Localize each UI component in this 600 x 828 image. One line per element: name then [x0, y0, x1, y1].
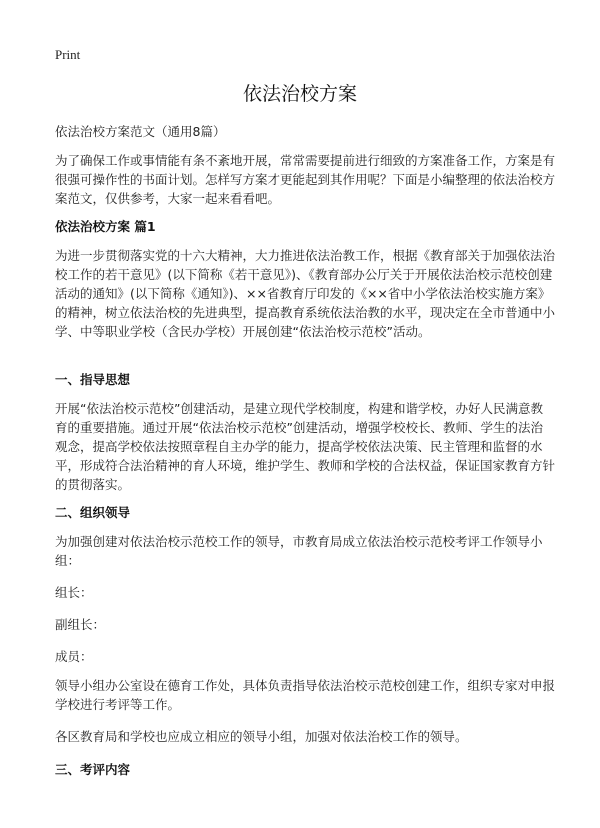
- office-paragraph: 领导小组办公室设在德育工作处，具体负责指导依法治校示范校创建工作，组织专家对申报学校进行考评等工作。: [55, 678, 556, 712]
- intro-paragraph: 为了确保工作或事情能有条不紊地开展，常常需要提前进行细致的方案准备工作，方案是有很强可操作性的书面计划。怎样写方案才更能起到其作用呢？下面是小编整理的依法治校方案范文，仅供参考，大家一起来看看吧。: [55, 153, 556, 206]
- members-line: 成员：: [55, 649, 93, 664]
- print-link[interactable]: Print: [55, 47, 81, 62]
- heading-guiding-ideology: 一、指导思想: [55, 372, 131, 387]
- guiding-ideology-paragraph: 开展“依法治校示范校”创建活动，是建立现代学校制度，构建和谐学校，办好人民满意教育的重要措施。通过开展“依法治校示范校”创建活动，增强学校校长、教师、学生的法治观念，提高学校依法按照章程自主办学的能力，提高学校依法决策、民主管理和监督的水平，形成符合法治精神的育人环境，维护学生、教师和学校的合法权益，保证国家教育方针的贯彻落实。: [55, 401, 556, 492]
- section-paragraph: 为进一步贯彻落实党的十六大精神，大力推进依法治教工作，根据《教育部关于加强依法治校工作的若干意见》(以下简称《若干意见》)、《教育部办公厅关于开展依法治校示范校创建活动的通知》(以下简称《通知》)、××省教育厅印发的《××省中小学依法治校实施方案》的精神，树立依法治校的先进典型，提高教育系统依法治教的水平，现决定在全市普通中小学、中等职业学校（含民办学校）开展创建“依法治校示范校”活动。: [55, 248, 556, 339]
- heading-evaluation-content: 三、考评内容: [55, 762, 131, 777]
- leader-line: 组长：: [55, 585, 93, 600]
- district-paragraph: 各区教育局和学校也应成立相应的领导小组，加强对依法治校工作的领导。: [55, 729, 468, 744]
- page-title: 依法治校方案: [242, 83, 357, 105]
- section-heading: 依法治校方案 篇1: [55, 219, 156, 234]
- heading-organization: 二、组织领导: [55, 505, 131, 520]
- document-subtitle: 依法治校方案范文（通用8篇）: [55, 124, 226, 139]
- deputy-leader-line: 副组长：: [55, 617, 106, 632]
- organization-paragraph: 为加强创建对依法治校示范校工作的领导，市教育局成立依法治校示范校考评工作领导小组：: [55, 534, 543, 568]
